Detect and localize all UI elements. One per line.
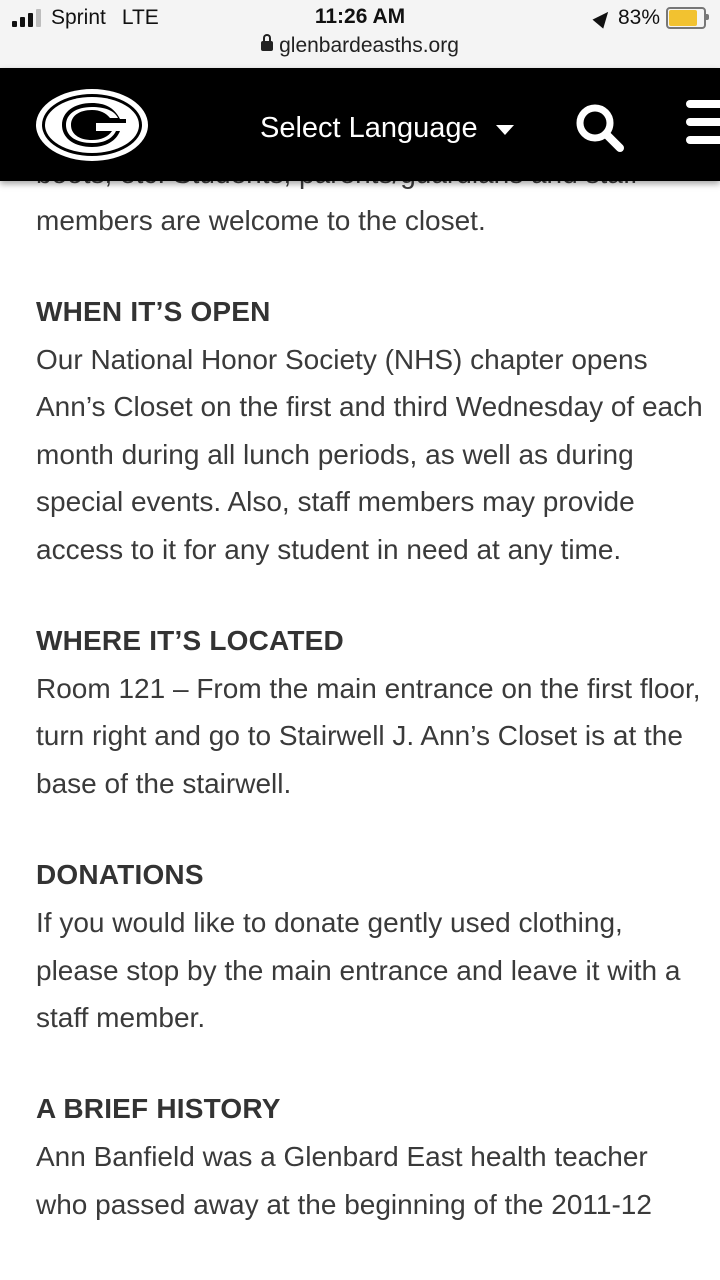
lock-icon [261,41,273,51]
battery-icon [666,7,706,29]
caret-down-icon [496,125,514,135]
section-when-open [36,288,706,573]
location-arrow-icon [592,7,613,28]
section-where-located [36,617,706,807]
network-type: LTE [121,6,159,29]
section-body: Ann Banfield was a Glenbard East health teacher who passed away at the beginning of the 2011-12 [36,1141,652,1220]
section-body: If you would like to donate gently used clothing, please stop by the main entrance and leave it with a staff member. [36,907,681,1034]
section-heading: A BRIEF HISTORY [36,1093,281,1125]
g-logo-icon[interactable] [34,87,150,168]
article-content [36,150,706,1228]
url-bar[interactable] [0,34,720,58]
url-text: glenbardeasths.org [279,34,459,57]
battery-fill [669,10,697,26]
battery-percent: 83% [617,6,660,29]
section-donations [36,851,706,1041]
select-language-dropdown[interactable] [260,112,514,145]
select-language-label: Select Language [260,112,478,144]
search-icon[interactable] [574,102,626,159]
status-right [596,6,706,30]
section-heading: DONATIONS [36,859,204,891]
carrier-name: Sprint [51,6,106,29]
section-body: Room 121 – From the main entrance on the first floor, turn right and go to Stairwell J. Ann’s Closet is at the base of the stairwell. [36,673,701,799]
section-heading: WHERE IT’S LOCATED [36,625,344,657]
section-body: Our National Honor Society (NHS) chapter opens Ann’s Closet on the first and third Wednesday of each month during all lunch periods, as well as during special events. Also, staff members may provide access to it for any student in need at any time. [36,344,703,565]
site-header [0,68,720,181]
section-brief-history [36,1085,706,1228]
partial-paragraph: members are welcome to the closet. [36,205,486,236]
section-heading: WHEN IT’S OPEN [36,296,271,327]
status-bar [0,0,720,68]
clock: 11:26 AM [314,5,406,28]
hamburger-menu-icon[interactable] [686,100,720,154]
